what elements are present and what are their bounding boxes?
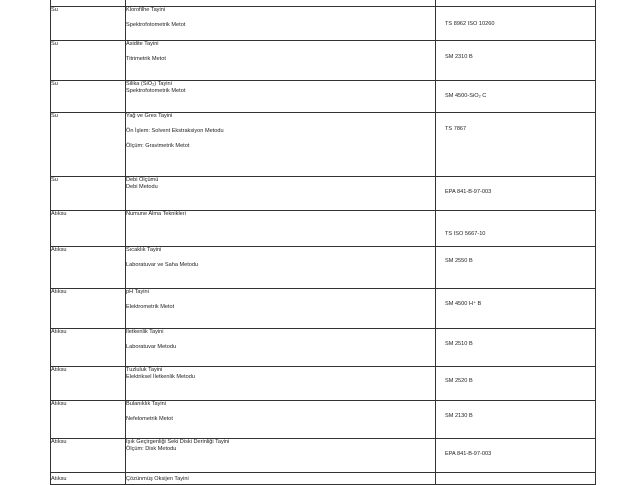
standard-reference: SM 4500-SiO₂ C [445, 93, 487, 99]
matrix-cell: Atıksu [51, 329, 126, 367]
standard-cell [436, 7, 596, 41]
matrix-cell: Su [51, 81, 126, 113]
table-row [51, 41, 596, 81]
standard-cell [436, 41, 596, 81]
parameter-name: Numune Alma Teknikleri [126, 211, 186, 217]
line-spacer [126, 48, 435, 56]
table-row [51, 329, 596, 367]
matrix-cell: Atıksu [51, 439, 126, 473]
table-row [51, 177, 596, 211]
standard-cell [436, 329, 596, 367]
parameter-name: Asidite Tayini [126, 41, 159, 47]
parameter-name: Yağ ve Gres Tayini [126, 113, 173, 119]
line-spacer [126, 336, 435, 344]
parameter-method-cell [126, 401, 436, 439]
table-row [51, 473, 596, 485]
table-row [51, 247, 596, 289]
matrix-cell: Su [51, 41, 126, 81]
line-spacer [126, 254, 435, 262]
standard-cell [436, 289, 596, 329]
parameter-name: Sıcaklık Tayini [126, 247, 162, 253]
table-row [51, 401, 596, 439]
line-spacer [126, 120, 435, 128]
accreditation-scope-table [50, 0, 596, 485]
standard-cell [436, 177, 596, 211]
matrix-cell: Atıksu [51, 247, 126, 289]
standard-cell [436, 439, 596, 473]
method-name: Elektriksel İletkenlik Metodu [126, 374, 196, 380]
table-row [51, 211, 596, 247]
parameter-method-cell [126, 81, 436, 113]
parameter-method-cell [126, 439, 436, 473]
standard-reference: SM 2510 B [445, 341, 473, 347]
matrix-cell: Atıksu [51, 473, 126, 485]
parameter-name: Bulanıklık Tayini [126, 401, 167, 407]
matrix-cell: Atıksu [51, 401, 126, 439]
parameter-method-cell [126, 367, 436, 401]
standard-reference: SM 2310 B [445, 54, 473, 60]
method-name: Ölçüm: Gravimetrik Metot [126, 143, 190, 149]
method-name: Ön İşlem: Solvent Ekstraksiyon Metodu [126, 128, 224, 134]
method-name: Laboratuvar ve Saha Metodu [126, 262, 199, 268]
table-body [51, 0, 596, 485]
parameter-method-cell [126, 289, 436, 329]
standard-reference: TS 8962 ISO 10260 [445, 21, 495, 27]
standard-reference: EPA 841-B-97-003 [445, 451, 492, 457]
parameter-name: Debi Ölçümü [126, 177, 159, 183]
method-name: Nefelometrik Metot [126, 416, 173, 422]
standard-cell [436, 367, 596, 401]
method-name: Laboratuvar Metodu [126, 344, 177, 350]
parameter-name: Silika (SiO₂) Tayini [126, 81, 172, 87]
parameter-name: pH Tayini [126, 289, 149, 295]
standard-reference: SM 2550 B [445, 258, 473, 264]
standard-reference: SM 2130 B [445, 413, 473, 419]
table-row [51, 289, 596, 329]
parameter-method-cell [126, 211, 436, 247]
method-name: Elektrometrik Metot [126, 304, 175, 310]
standard-cell [436, 211, 596, 247]
table-row [51, 81, 596, 113]
parameter-method-cell [126, 247, 436, 289]
standard-cell [436, 247, 596, 289]
method-name: Ölçüm: Disk Metodu [126, 446, 177, 452]
parameter-method-cell [126, 113, 436, 177]
standard-cell [436, 81, 596, 113]
parameter-name: İletkenlik Tayini [126, 329, 164, 335]
standard-cell [436, 401, 596, 439]
matrix-cell: Su [51, 113, 126, 177]
parameter-name: Klorofilhe Tayini [126, 7, 166, 13]
standard-reference: TS 7867 [445, 126, 467, 132]
standard-reference: TS ISO 5667-10 [445, 231, 486, 237]
parameter-method-cell [126, 177, 436, 211]
parameter-method-cell [126, 473, 436, 485]
line-spacer [126, 408, 435, 416]
line-spacer [126, 296, 435, 304]
matrix-cell: Su [51, 177, 126, 211]
standard-reference: SM 4500 H⁺ B [445, 301, 482, 307]
parameter-method-cell [126, 329, 436, 367]
standard-reference: EPA 841-B-97-003 [445, 189, 492, 195]
line-spacer [126, 135, 435, 143]
parameter-name: Işık Geçirgenliği Seki Diski Derinliği Tayini [126, 439, 230, 445]
parameter-method-cell [126, 41, 436, 81]
standard-reference: SM 2520 B [445, 378, 473, 384]
matrix-cell: Atıksu [51, 211, 126, 247]
method-name: Debi Metodu [126, 184, 158, 190]
standard-cell [436, 113, 596, 177]
parameter-name: Çözünmüş Oksijen Tayini [126, 476, 189, 482]
line-spacer [126, 14, 435, 22]
parameter-method-cell [126, 7, 436, 41]
standard-cell [436, 473, 596, 485]
matrix-cell: Su [51, 7, 126, 41]
method-name: Spektrofotometrik Metot [126, 22, 186, 28]
parameter-name: Tuzluluk Tayini [126, 367, 163, 373]
table-row [51, 439, 596, 473]
matrix-cell: Atıksu [51, 367, 126, 401]
table-row [51, 367, 596, 401]
matrix-cell: Atıksu [51, 289, 126, 329]
method-name: Spektrofotometrik Metot [126, 88, 186, 94]
table-row [51, 7, 596, 41]
method-name: Titrimetrik Metot [126, 56, 166, 62]
table-row [51, 113, 596, 177]
